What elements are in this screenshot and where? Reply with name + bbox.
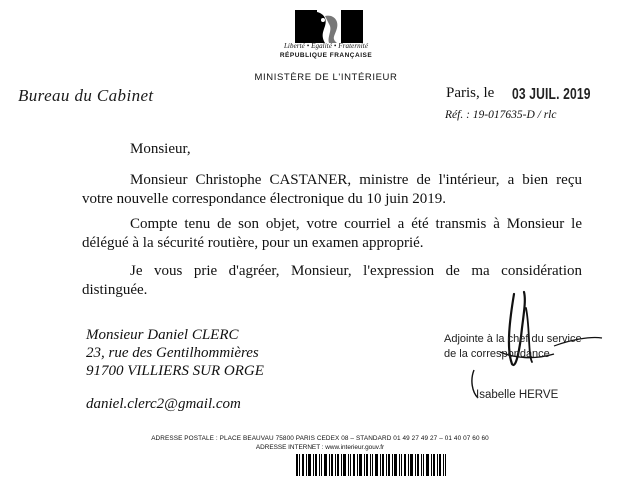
signatory-title: Adjointe à la chef du service: [444, 333, 582, 345]
body-paragraph-2: [82, 215, 582, 253]
marianne-logo: [281, 10, 377, 72]
ministry-name: MINISTÈRE DE L'INTÉRIEUR: [254, 72, 398, 83]
recipient-email: daniel.clerc2@gmail.com: [86, 396, 241, 412]
republique-francaise: RÉPUBLIQUE FRANÇAISE: [279, 52, 373, 59]
date-stamp: 03 JUIL. 2019: [512, 86, 591, 103]
signatory-department: de la correspondance: [444, 348, 550, 360]
place-label: Paris, le: [446, 85, 495, 101]
body-paragraph-1: [82, 171, 582, 209]
paragraph-text: Monsieur Christophe CASTANER, ministre de l'intérieur, a bien reçu votre nouvelle correspondance électronique du 10 juin 2019.: [82, 172, 582, 207]
barcode: [296, 454, 446, 476]
bureau-title: Bureau du Cabinet: [18, 86, 154, 105]
recipient-name: Monsieur Daniel CLERC: [86, 327, 239, 343]
footer-internet-address: ADRESSE INTERNET : www.interieur.gouv.fr: [255, 444, 385, 451]
recipient-city: 91700 VILLIERS SUR ORGE: [86, 363, 264, 379]
recipient-street: 23, rue des Gentilhommières: [86, 345, 259, 361]
paragraph-text: Je vous prie d'agréer, Monsieur, l'expression de ma considération distinguée.: [82, 263, 582, 298]
signatory-name: Isabelle HERVE: [476, 389, 559, 401]
footer-postal-address: ADRESSE POSTALE : PLACE BEAUVAU 75800 PARIS CEDEX 08 – STANDARD 01 49 27 49 27 – 01 40 07 60 60: [151, 435, 489, 442]
paragraph-text: Compte tenu de son objet, votre courriel a été transmis à Monsieur le délégué à la sécurité routière, pour un examen approprié.: [82, 216, 582, 251]
republic-motto: Liberté • Égalité • Fraternité: [283, 42, 369, 50]
salutation: Monsieur,: [130, 141, 191, 157]
reference-number: Réf. : 19-017635-D / rlc: [445, 109, 557, 121]
